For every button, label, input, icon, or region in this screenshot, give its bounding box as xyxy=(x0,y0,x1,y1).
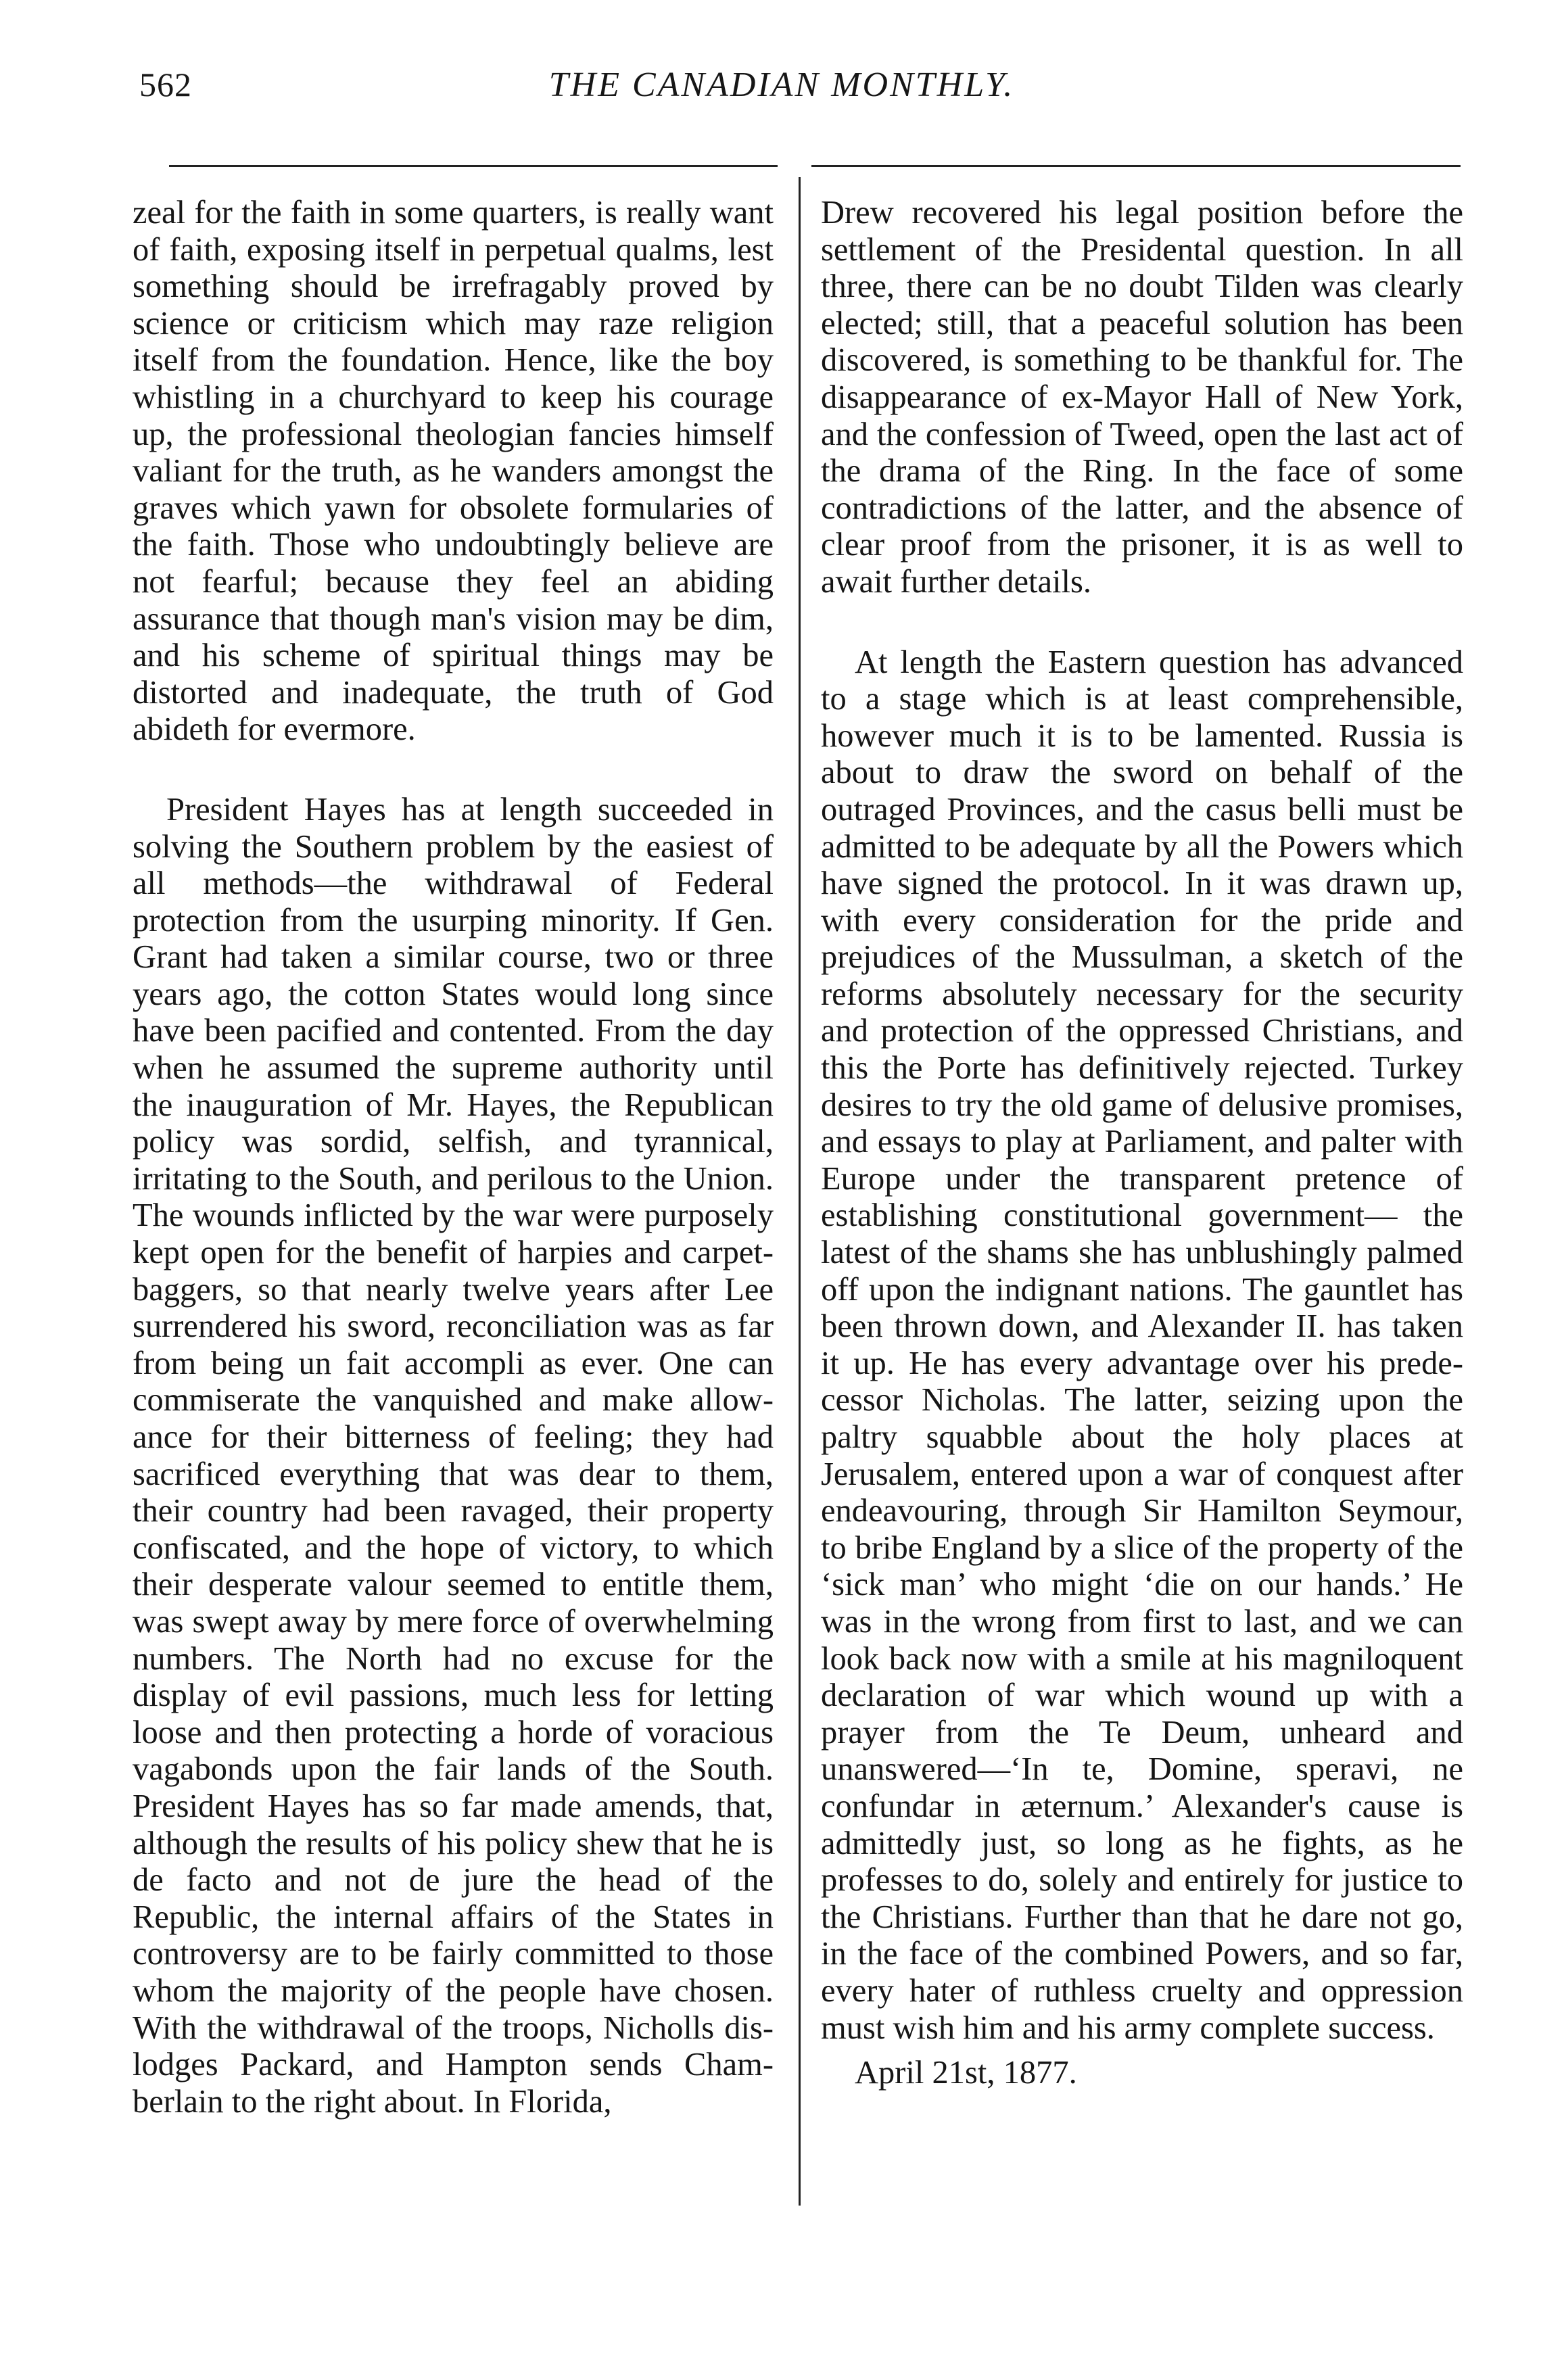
paragraph-president-hayes: President Hayes has at length succeeded in solving the Southern problem by the easiest of all methods—the withdrawal of Federal protection from the usurping minority. If Gen. Grant had taken a similar course, two or three years ago, the cotton States would long since have been pacified and contented. From the day when he assumed the supreme authority until the inauguration of Mr. Hayes, the Republican policy was sordid, selfish, and tyrannical, irritating to the South, and perilous to the Union. The wounds inflicted by the war were purposely kept open for the benefit of harpies and carpet-baggers, so that nearly twelve years after Lee surrendered his sword, reconciliation was as far from being un fait accompli as ever. One can commiserate the vanquished and make allowance for their bitterness of feeling; they had sacrificed everything that was dear to them, their country had been ravaged, their property confiscated, and the hope of victory, to which their desperate valour seemed to entitle them, was swept away by mere force of overwhelming numbers. The North had no excuse for the display of evil passions, much less for letting loose and then protecting a horde of voracious vagabonds upon the fair lands of the South. President Hayes has so far made amends, that, although the results of his policy shew that he is de facto and not de jure the head of the Republic, the internal affairs of the States in controversy are to be fairly committed to those whom the majority of the people have chosen. With the withdrawal of the troops, Nicholls dislodges Packard, and Hampton sends Chamberlain to the right about. In Florida, xyxy=(133,791,774,2120)
paragraph-eastern-question: At length the Eastern question has advanced to a stage which is at least comprehensible, however much it is to be lamented. Russia is about to draw the sword on behalf of the outraged Provinces, and the casus belli must be admitted to be adequate by all the Powers which have signed the protocol. In it was drawn up, with every consideration for the pride and prejudices of the Mussulman, a sketch of the reforms absolutely necessary for the security and protection of the oppressed Christians, and this the Porte has definitively rejected. Turkey desires to try the old game of delusive promises, and essays to play at Parliament, and palter with Europe under the transparent pretence of establishing constitutional government— the latest of the shams she has unblushingly palmed off upon the indignant nations. The gauntlet has been thrown down, and Alexander II. has taken it up. He has every advantage over his predecessor Nicholas. The latter, seizing upon the paltry squabble about the holy places at Jerusalem, entered upon a war of conquest after endeavouring, through Sir Hamilton Seymour, to bribe England by a slice of the property of the ‘sick man’ who might ‘die on our hands.’ He was in the wrong from first to last, and we can look back now with a smile at his magniloquent declaration of war which wound up with a prayer from the Te Deum, unheard and unanswered—‘In te, Domine, speravi, ne confundar in æternum.’ Alexander's cause is admittedly just, so long as he fights, as he professes to do, solely and entirely for justice to the Christians. Further than that he dare not go, in the face of the combined Powers, and so far, every hater of ruthless cruelty and oppression must wish him and his army complete success. xyxy=(821,644,1463,2046)
running-title: THE CANADIAN MONTHLY. xyxy=(548,66,1015,104)
left-column xyxy=(133,195,774,2120)
paragraph-faith-continuation: zeal for the faith in some quarters, is really want of faith, exposing itself in perpetual qualms, lest something should be irrefragably proved by science or criticism which may raze religion itself from the foundation. Hence, like the boy whistling in a churchyard to keep his courage up, the professional theologian fancies himself valiant for the truth, as he wanders amongst the graves which yawn for obsolete formularies of the faith. Those who undoubtingly believe are not fearful; because they feel an abiding assurance that though man's vision may be dim, and his scheme of spiritual things may be distorted and inadequate, the truth of God abideth for evermore. xyxy=(133,195,774,748)
page-header xyxy=(139,65,1424,126)
page-number: 562 xyxy=(139,66,192,103)
header-rule-right xyxy=(811,165,1461,167)
column-divider xyxy=(799,177,801,2206)
dateline: April 21st, 1877. xyxy=(855,2055,1077,2091)
paragraph-drew-continuation: Drew recovered his legal position before the settlement of the Presidental question. In all three, there can be no doubt Tilden was clearly elected; still, that a peaceful solution has been discovered, is something to be thankful for. The disappearance of ex-Mayor Hall of New York, and the confession of Tweed, open the last act of the drama of the Ring. In the face of some contradictions of the latter, and the absence of clear proof from the prisoner, it is as well to await further details. xyxy=(821,195,1463,600)
header-rule-left xyxy=(169,165,778,167)
right-column xyxy=(821,195,1463,2092)
